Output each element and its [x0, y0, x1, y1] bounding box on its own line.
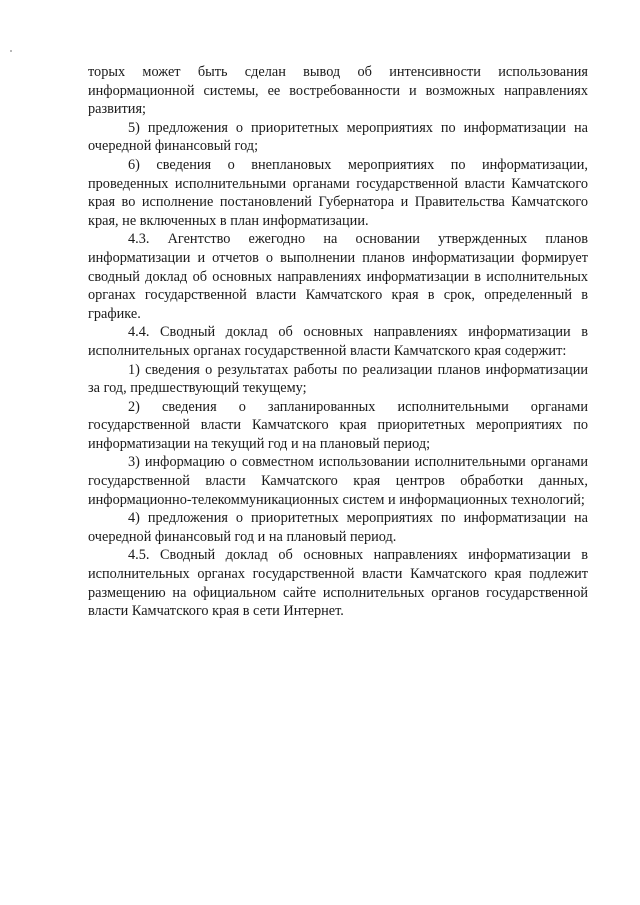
- paragraph-continuation: торых может быть сделан вывод об интенсивности использования информационной системы, ее востребованности и возможных направлениях развития;: [88, 64, 588, 118]
- paragraph-sub-2: 2) сведения о запланированных исполнительными органами государственной власти Камчатского края приоритетных мероприятиях по информатизации на текущий год и на плановый период;: [88, 398, 588, 452]
- paragraph-sub-1: 1) сведения о результатах работы по реализации планов информатизации за год, предшествующий текущему;: [88, 361, 588, 397]
- paragraph-sub-3: 3) информацию о совместном использовании исполнительными органами государственной власти Камчатского края центров обработки данных, информационно-телекоммуникационных систем и информационных технологий;: [88, 454, 588, 508]
- paragraph-clause-4-3: 4.3. Агентство ежегодно на основании утвержденных планов информатизации и отчетов о выполнении планов информатизации формирует сводный доклад об основных направлениях информатизации в исполнительных органах государственной власти Камчатского края в срок, определенный в графике.: [88, 231, 588, 322]
- paragraph-item-5: 5) предложения о приоритетных мероприятиях по информатизации на очередной финансовый год;: [88, 119, 588, 155]
- scan-speck: [10, 50, 12, 52]
- paragraph-clause-4-5: 4.5. Сводный доклад об основных направлениях информатизации в исполнительных органах государственной власти Камчатского края подлежит размещению на официальном сайте исполнительных органов государственной власти Камчатского края в сети Интернет.: [88, 547, 588, 620]
- paragraph-clause-4-4: 4.4. Сводный доклад об основных направлениях информатизации в исполнительных органах государственной власти Камчатского края содержит:: [88, 324, 588, 359]
- paragraph-item-6: 6) сведения о внеплановых мероприятиях по информатизации, проведенных исполнительными органами государственной власти Камчатского края во исполнение постановлений Губернатора и Правительства Камчатского края, не включенных в план информатизации.: [88, 156, 588, 229]
- document-body: [88, 63, 588, 621]
- paragraph-sub-4: 4) предложения о приоритетных мероприятиях по информатизации на очередной финансовый год и на плановый период.: [88, 510, 588, 545]
